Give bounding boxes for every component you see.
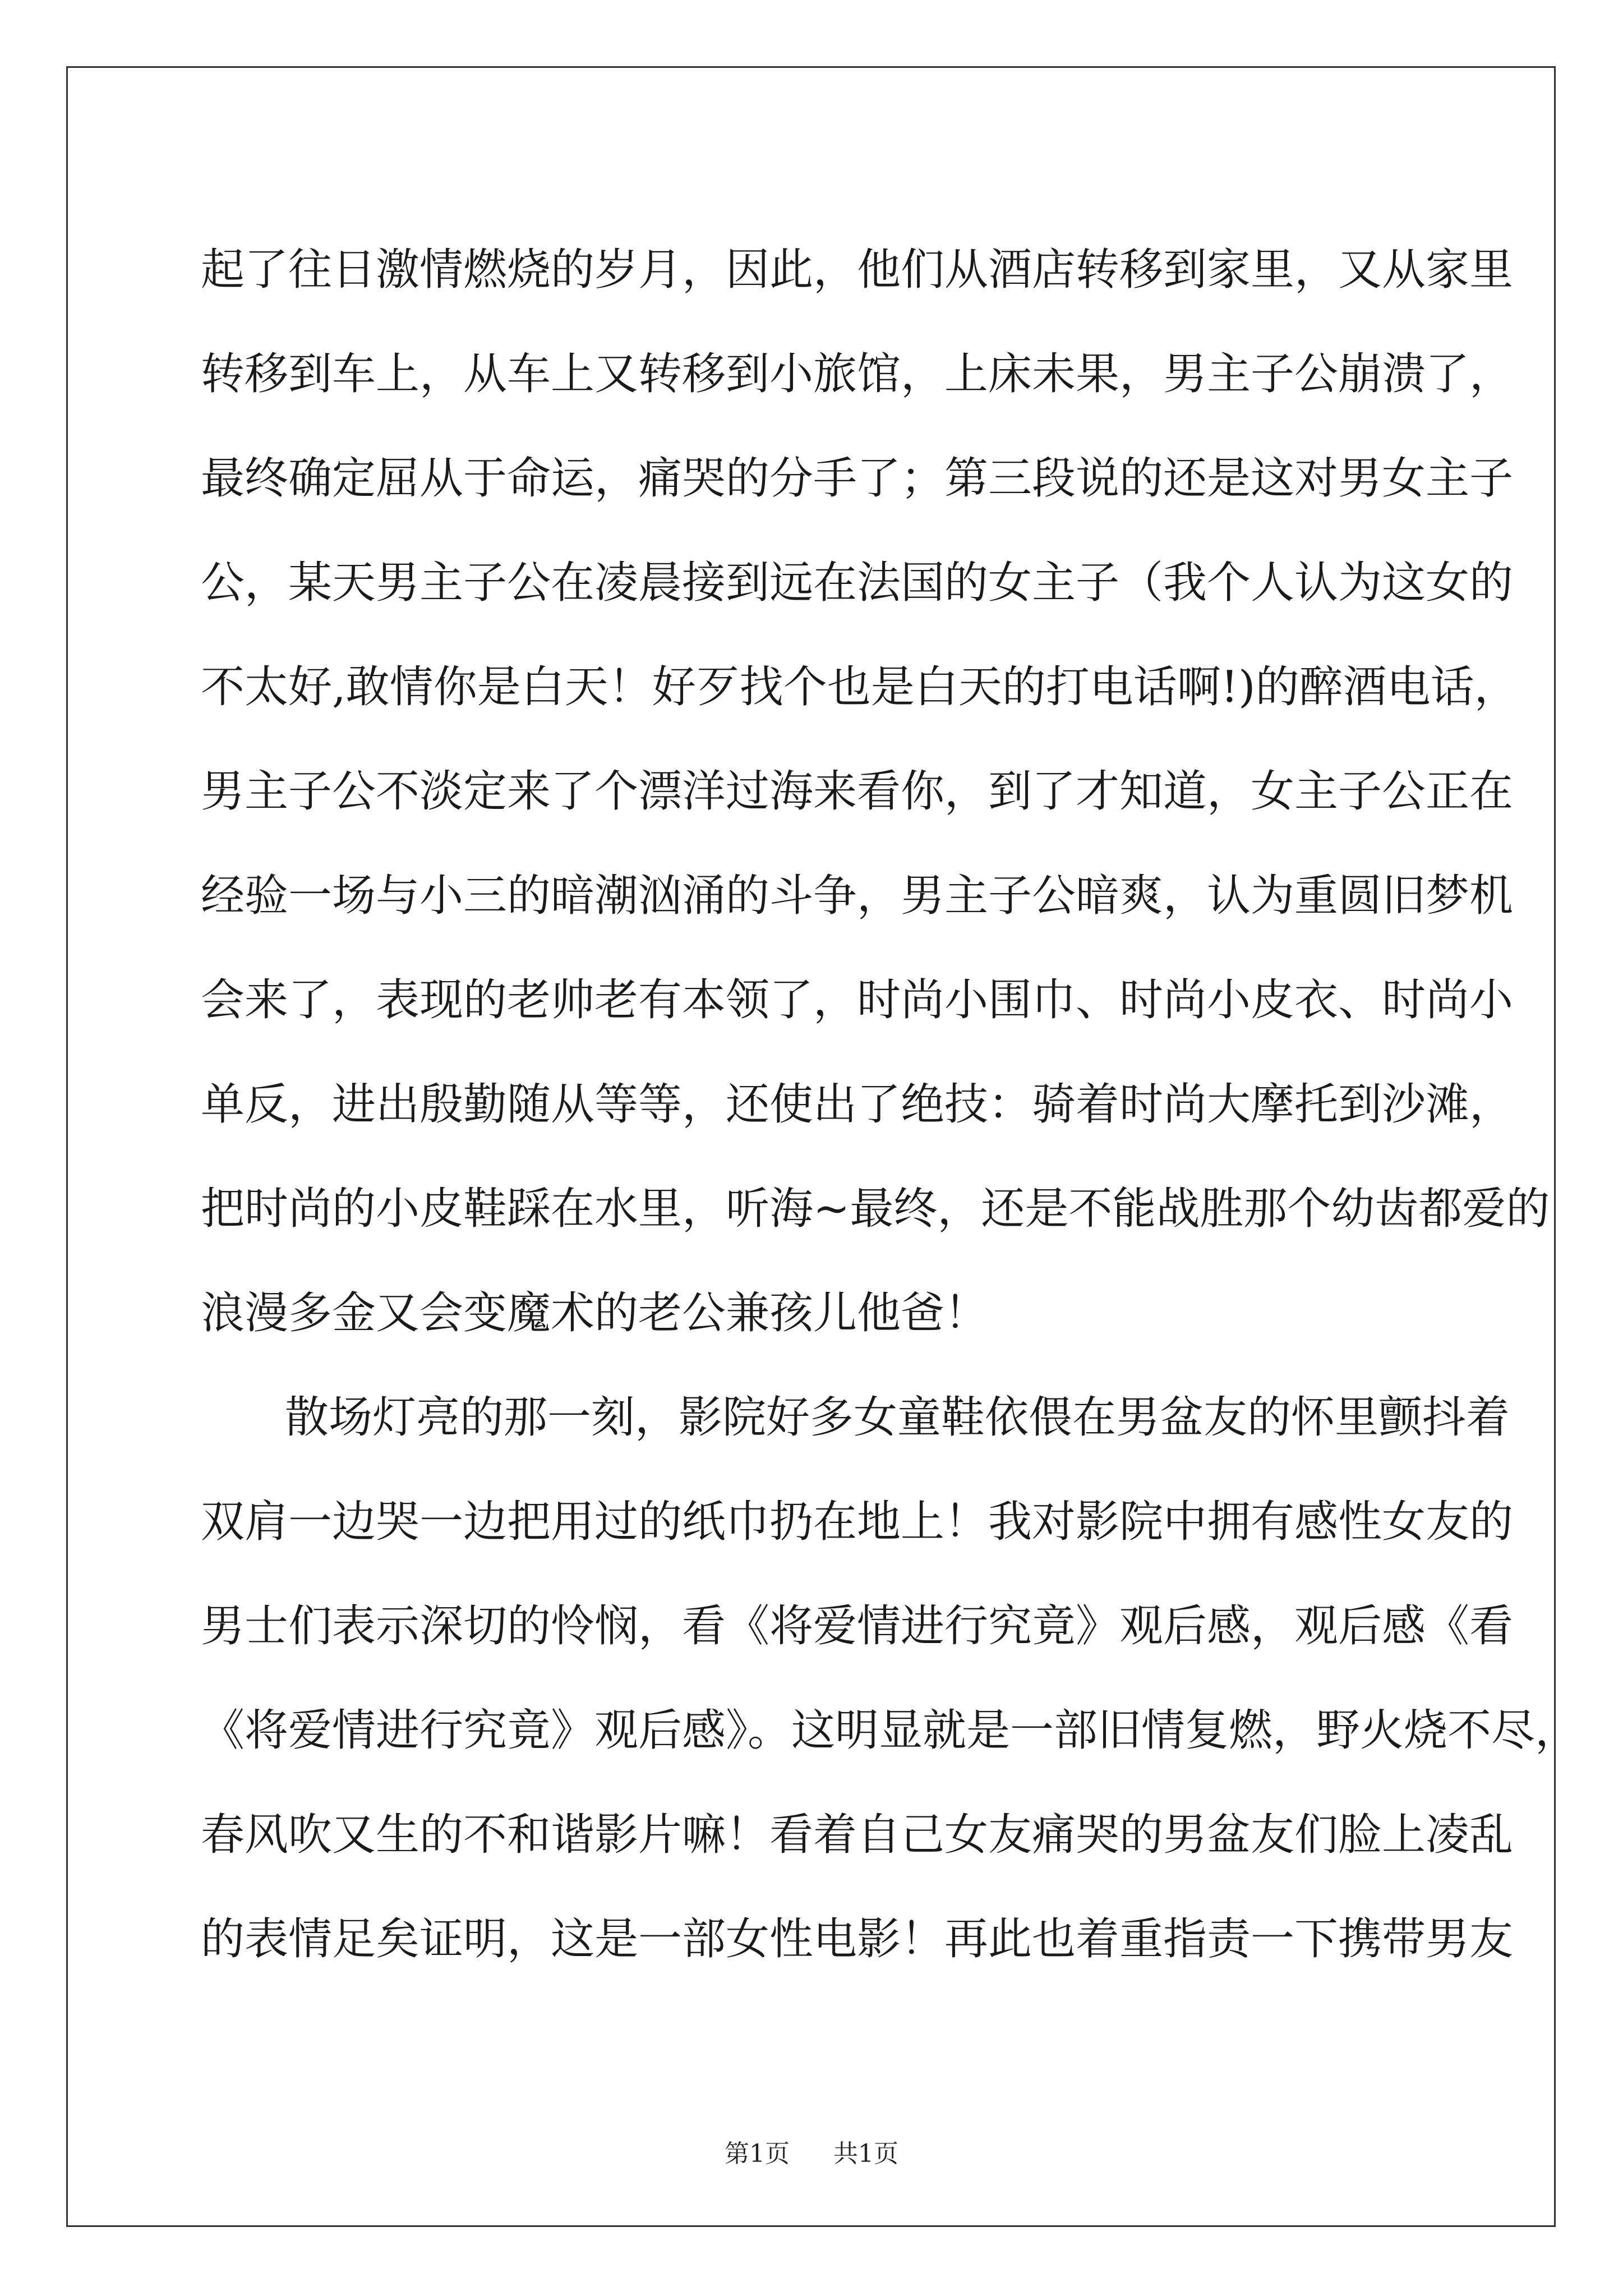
paragraph-2 xyxy=(201,1365,1579,1991)
text-line: 不太好,敢情你是白天！好歹找个也是白天的打电话啊!)的醉酒电话， xyxy=(201,662,1518,712)
text-line: 浪漫多金又会变魔术的老公兼孩儿他爸！ xyxy=(201,1288,989,1338)
text-line: 散场灯亮的那一刻，影院好多女童鞋依偎在男盆友的怀里颤抖着 xyxy=(285,1392,1510,1443)
text-line: 公，某天男主子公在凌晨接到远在法国的女主子（我个人认为这女的 xyxy=(201,558,1514,608)
text-line: 最终确定屈从于命运，痛哭的分手了；第三段说的还是这对男女主子 xyxy=(201,453,1514,504)
text-line: 会来了，表现的老帅老有本领了，时尚小围巾、时尚小皮衣、时尚小 xyxy=(201,975,1514,1025)
text-line: 的表情足矣证明，这是一部女性电影！再此也着重指责一下携带男友 xyxy=(201,1914,1514,1964)
page-footer xyxy=(0,2137,1623,2171)
text-line: 起了往日激情燃烧的岁月，因此，他们从酒店转移到家里，又从家里 xyxy=(201,245,1514,295)
paragraph-1 xyxy=(201,218,1550,1365)
text-line: 双肩一边哭一边把用过的纸巾扔在地上！我对影院中拥有感性女友的 xyxy=(201,1497,1514,1547)
text-line: 《将爱情进行究竟》观后感》。这明显就是一部旧情复燃，野火烧不尽， xyxy=(201,1705,1579,1756)
text-line: 春风吹又生的不和谐影片嘛！看着自己女友痛哭的男盆友们脸上凌乱 xyxy=(201,1810,1514,1860)
page-number: 第1页 xyxy=(725,2139,790,2168)
text-line: 男士们表示深切的怜悯，看《将爱情进行究竟》观后感，观后感《看 xyxy=(201,1601,1514,1651)
text-line: 把时尚的小皮鞋踩在水里，听海~最终，还是不能战胜那个幼齿都爱的 xyxy=(201,1184,1550,1234)
text-line: 经验一场与小三的暗潮汹涌的斗争，男主子公暗爽，认为重圆旧梦机 xyxy=(201,871,1514,921)
document-body xyxy=(201,218,1579,1991)
total-pages: 共1页 xyxy=(833,2139,898,2168)
text-line: 转移到车上，从车上又转移到小旅馆，上床未果，男主子公崩溃了， xyxy=(201,349,1514,399)
text-line: 单反，进出殷勤随从等等，还使出了绝技：骑着时尚大摩托到沙滩， xyxy=(201,1079,1514,1130)
text-line: 男主子公不淡定来了个漂洋过海来看你，到了才知道，女主子公正在 xyxy=(201,766,1514,817)
